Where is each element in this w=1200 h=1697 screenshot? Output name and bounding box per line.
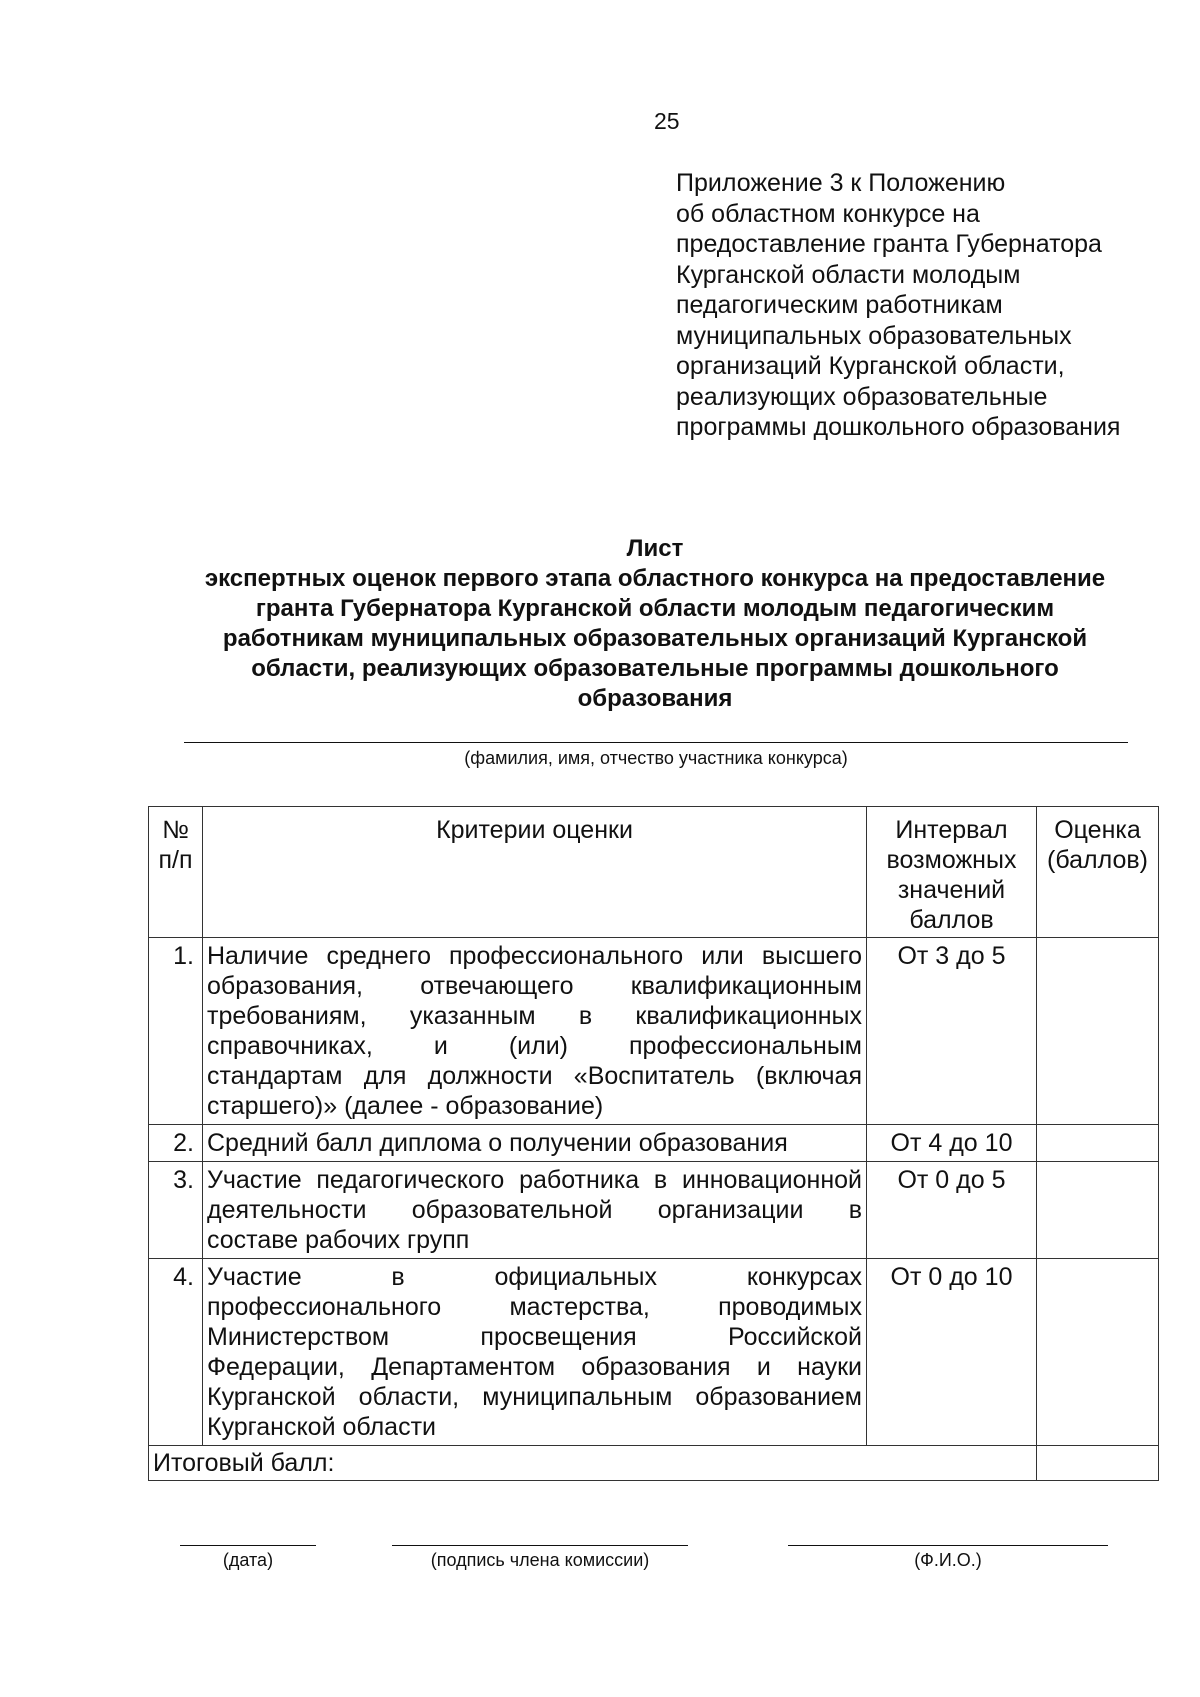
criteria-line: деятельности образовательной организации в	[207, 1196, 862, 1224]
criteria-line: стандартам для должности «Воспитатель (включая	[207, 1062, 862, 1090]
row-interval: От 0 до 5	[867, 1162, 1037, 1259]
signature-field[interactable]	[392, 1545, 688, 1546]
appendix-line: муниципальных образовательных	[676, 321, 1072, 350]
table-row	[149, 1162, 1159, 1259]
row-interval: От 4 до 10	[867, 1125, 1037, 1162]
heading-line: экспертных оценок первого этапа областного конкурса на предоставление	[204, 565, 1106, 592]
row-criteria	[203, 1162, 867, 1259]
document-heading	[120, 534, 1190, 714]
fio-field[interactable]	[788, 1545, 1108, 1546]
participant-name-field[interactable]	[184, 742, 1128, 743]
row-number: 4.	[149, 1259, 203, 1446]
row-interval: От 0 до 10	[867, 1259, 1037, 1446]
appendix-line: реализующих образовательные	[676, 382, 1048, 411]
header-interval	[867, 807, 1037, 938]
heading-line: работникам муниципальных образовательных организаций Курганской	[222, 625, 1088, 652]
table-row	[149, 1125, 1159, 1162]
criteria-line: Наличие среднего профессионального или высшего	[207, 942, 862, 970]
total-score-cell[interactable]	[1037, 1446, 1159, 1481]
criteria-line: профессионального мастерства, проводимых	[207, 1293, 862, 1321]
criteria-line: старшего)» (далее - образование)	[207, 1092, 604, 1120]
row-criteria	[203, 938, 867, 1125]
row-interval: От 3 до 5	[867, 938, 1037, 1125]
row-number: 3.	[149, 1162, 203, 1259]
appendix-line: Курганской области молодым	[676, 260, 1021, 289]
header-score	[1037, 807, 1159, 938]
total-score-label: Итоговый балл:	[149, 1446, 1037, 1481]
criteria-line: образования, отвечающего квалификационным	[207, 972, 862, 1000]
row-score-cell[interactable]	[1037, 1162, 1159, 1259]
table-total-row	[149, 1446, 1159, 1481]
date-field[interactable]	[180, 1545, 316, 1546]
row-criteria	[203, 1259, 867, 1446]
criteria-line: Курганской области	[207, 1413, 437, 1441]
criteria-line: Федерации, Департаментом образования и науки	[207, 1353, 862, 1381]
date-caption: (дата)	[222, 1550, 274, 1570]
table-row	[149, 938, 1159, 1125]
appendix-line: предоставление гранта Губернатора	[676, 230, 1102, 258]
appendix-line: организаций Курганской области,	[676, 352, 1065, 380]
header-number-line: п/п	[158, 846, 193, 874]
header-interval-line: возможных	[886, 846, 1017, 874]
fio-caption: (Ф.И.О.)	[914, 1550, 982, 1570]
criteria-line: Средний балл диплома о получении образования	[207, 1129, 788, 1157]
row-score-cell[interactable]	[1037, 938, 1159, 1125]
header-interval-line: Интервал	[895, 816, 1008, 844]
appendix-line: Приложение 3 к Положению	[676, 169, 1006, 197]
criteria-line: справочниках, и (или) профессиональным	[207, 1032, 862, 1060]
page-number: 25	[654, 108, 680, 134]
row-criteria	[203, 1125, 867, 1162]
signature-caption: (подпись члена комиссии)	[430, 1550, 650, 1570]
heading-line: гранта Губернатора Курганской области молодым педагогическим	[255, 595, 1055, 622]
appendix-line: педагогическим работникам	[676, 291, 1003, 319]
row-number: 2.	[149, 1125, 203, 1162]
criteria-table	[148, 806, 1159, 1481]
criteria-line: составе рабочих групп	[207, 1226, 470, 1254]
document-title: Лист	[626, 535, 684, 562]
appendix-note	[676, 168, 1176, 443]
criteria-line: Курганской области, муниципальным образованием	[207, 1383, 862, 1411]
row-score-cell[interactable]	[1037, 1259, 1159, 1446]
row-score-cell[interactable]	[1037, 1125, 1159, 1162]
header-interval-line: баллов	[909, 906, 994, 934]
table-row	[149, 1259, 1159, 1446]
criteria-line: требованиям, указанным в квалификационных	[207, 1002, 862, 1030]
row-number: 1.	[149, 938, 203, 1125]
header-score-line: Оценка	[1054, 816, 1141, 844]
appendix-line: об областном конкурсе на	[676, 199, 980, 228]
table-header-row	[149, 807, 1159, 938]
header-number-line: №	[162, 816, 189, 844]
criteria-line: Участие в официальных конкурсах	[207, 1263, 862, 1291]
header-interval-line: значений	[897, 876, 1006, 904]
header-criteria: Критерии оценки	[203, 807, 867, 938]
criteria-line: Министерством просвещения Российской	[207, 1323, 862, 1351]
heading-line: образования	[577, 685, 733, 712]
criteria-line: Участие педагогического работника в инновационной	[207, 1166, 862, 1194]
header-score-line: (баллов)	[1047, 846, 1148, 874]
participant-name-caption: (фамилия, имя, отчество участника конкурса)	[464, 748, 848, 768]
header-number	[149, 807, 203, 938]
appendix-line: программы дошкольного образования	[676, 413, 1121, 441]
heading-line: области, реализующих образовательные программы дошкольного	[251, 655, 1059, 682]
